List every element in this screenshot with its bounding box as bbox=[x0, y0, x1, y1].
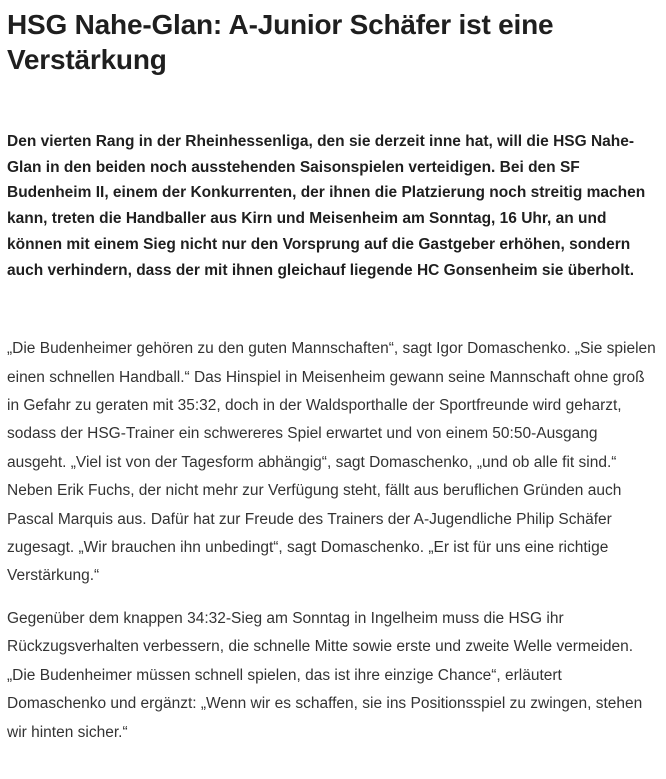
article-headline: HSG Nahe-Glan: A-Junior Schäfer ist eine Verstärkung bbox=[7, 9, 554, 75]
article-paragraph: Gegenüber dem knappen 34:32-Sieg am Sonntag in Ingelheim muss die HSG ihr Rückzugsverhalten verbessern, die schnelle Mitte sowie erste und zweite Welle vermeiden. „Die Budenheimer müssen schnell spielen, das ist ihre einzige Chance“, erläutert Domaschenko und ergänzt: „Wenn wir es schaffen, sie ins Positionsspiel zu zwingen, stehen wir hinten sicher.“ bbox=[7, 609, 643, 741]
ad-placeholder bbox=[7, 297, 123, 325]
article-paragraph: „Die Budenheimer gehören zu den guten Mannschaften“, sagt Igor Domaschenko. „Sie spielen einen schnellen Handball.“ Das Hinspiel in Meisenheim gewann seine Mannschaft ohne groß in Gefahr zu geraten mit 35:32, doch in der Waldsporthalle der Sportfreunde wird geharzt, sodass der HSG-Trainer ein schwereres Spiel erwartet und von einem 50:50-Ausgang ausgeht. „Viel ist von der Tagesform abhängig“, sagt Domaschenko, „und ob alle fit sind.“ Neben Erik Fuchs, der nicht mehr zur Verfügung steht, fällt aus beruflichen Gründen auch Pascal Marquis aus. Dafür hat zur Freude des Trainers der A-Jugendliche Philip Schäfer zugesagt. „Wir brauchen ihn unbedingt“, sagt Domaschenko. „Er ist für uns eine richtige Verstärkung.“ bbox=[7, 340, 656, 585]
article bbox=[7, 0, 659, 747]
article-lead: Den vierten Rang in der Rheinhessenliga, den sie derzeit inne hat, will die HSG Nahe-Glan in den beiden noch ausstehenden Saisonspielen verteidigen. Bei den SF Budenheim II, einem der Konkurrenten, der ihnen die Platzierung noch streitig machen kann, treten die Handballer aus Kirn und Meisenheim am Sonntag, 16 Uhr, an und können mit einem Sieg nicht nur den Vorsprung auf die Gastgeber erhöhen, sondern auch verhindern, dass der mit ihnen gleichauf liegende HC Gonsenheim sie überholt. bbox=[7, 133, 646, 279]
